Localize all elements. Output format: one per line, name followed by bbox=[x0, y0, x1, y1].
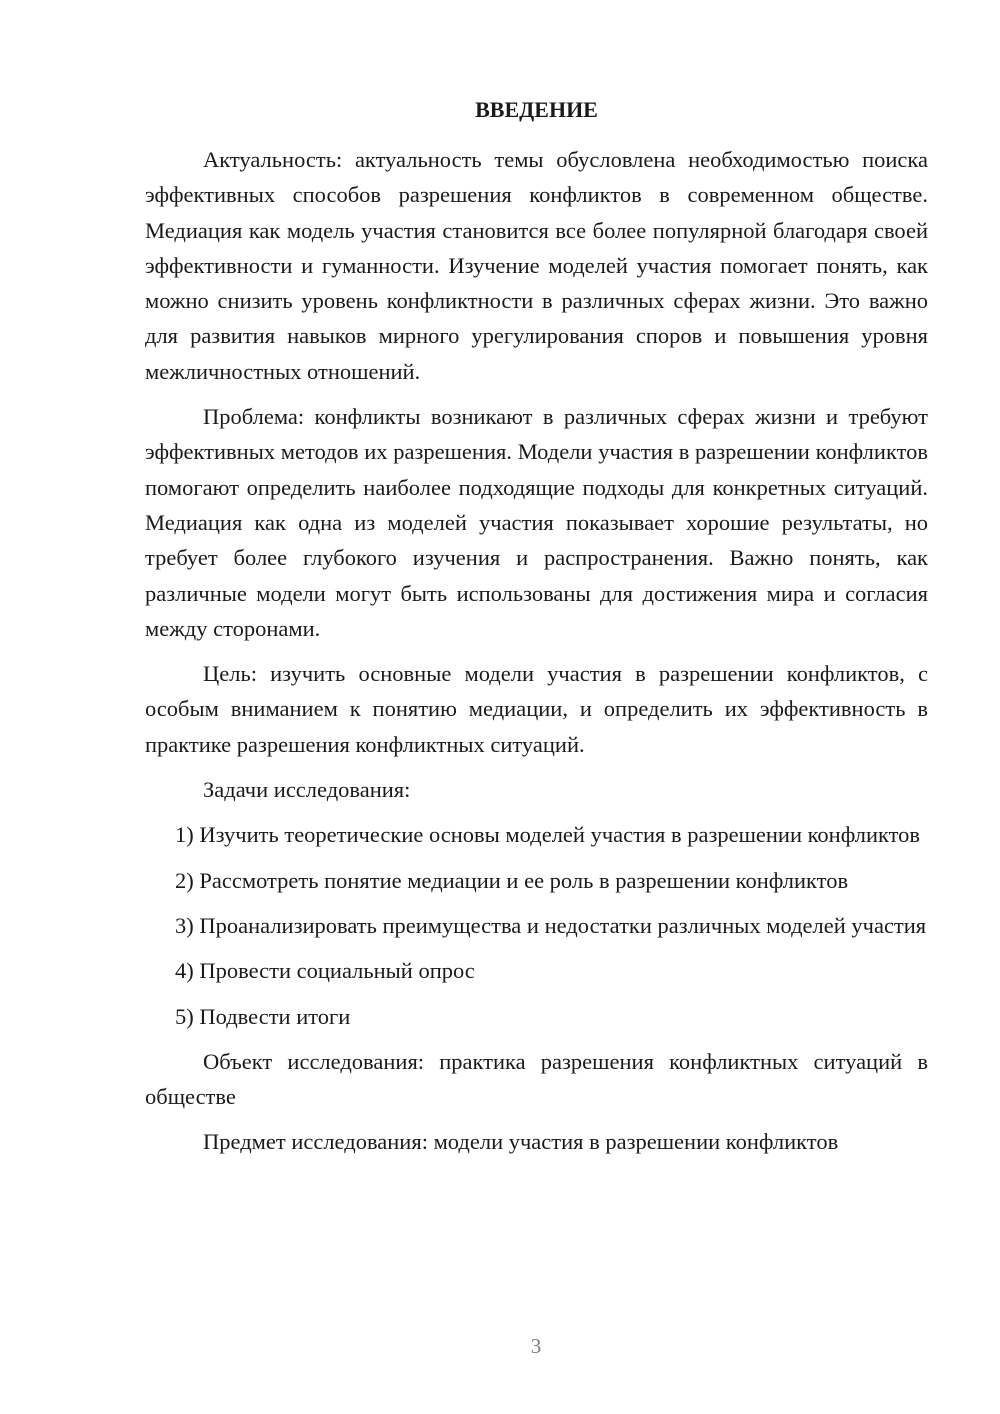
task-item-3: 3) Проанализировать преимущества и недостатки различных моделей участия bbox=[175, 912, 927, 938]
task-item-4: 4) Провести социальный опрос bbox=[175, 958, 475, 984]
paragraph-goal: Цель: изучить основные модели участия в разрешении конфликтов, с особым вниманием к понятию медиации, и определить их эффективность в практике разрешения конфликтных ситуаций. bbox=[145, 661, 928, 757]
page-title: ВВЕДЕНИЕ bbox=[475, 97, 598, 122]
page-content bbox=[145, 96, 928, 1168]
page-number: 3 bbox=[530, 1334, 542, 1358]
paragraph-subject: Предмет исследования: модели участия в разрешении конфликтов bbox=[203, 1129, 839, 1155]
task-item-2: 2) Рассмотреть понятие медиации и ее роль в разрешении конфликтов bbox=[175, 867, 849, 893]
paragraph-problem: Проблема: конфликты возникают в различных сферах жизни и требуют эффективных методов их разрешения. Модели участия в разрешении конфликтов помогают определить наиболее подходящие подходы для конкретных ситуаций. Медиация как одна из моделей участия показывает хорошие результаты, но требует более глубокого изучения и распространения. Важно понять, как различные модели могут быть использованы для достижения мира и согласия между сторонами. bbox=[145, 404, 928, 641]
paragraph-tasks-heading: Задачи исследования: bbox=[203, 777, 411, 803]
paragraph-relevance: Актуальность: актуальность темы обусловлена необходимостью поиска эффективных способов разрешения конфликтов в современном обществе. Медиация как модель участия становится все более популярной благодаря своей эффективности и гуманности. Изучение моделей участия помогает понять, как можно снизить уровень конфликтности в различных сферах жизни. Это важно для развития навыков мирного урегулирования споров и повышения уровня межличностных отношений. bbox=[145, 147, 928, 384]
task-item-5: 5) Подвести итоги bbox=[175, 1003, 351, 1029]
paragraph-object: Объект исследования: практика разрешения конфликтных ситуаций в обществе bbox=[145, 1048, 928, 1110]
task-item-1: 1) Изучить теоретические основы моделей участия в разрешении конфликтов bbox=[175, 822, 921, 848]
